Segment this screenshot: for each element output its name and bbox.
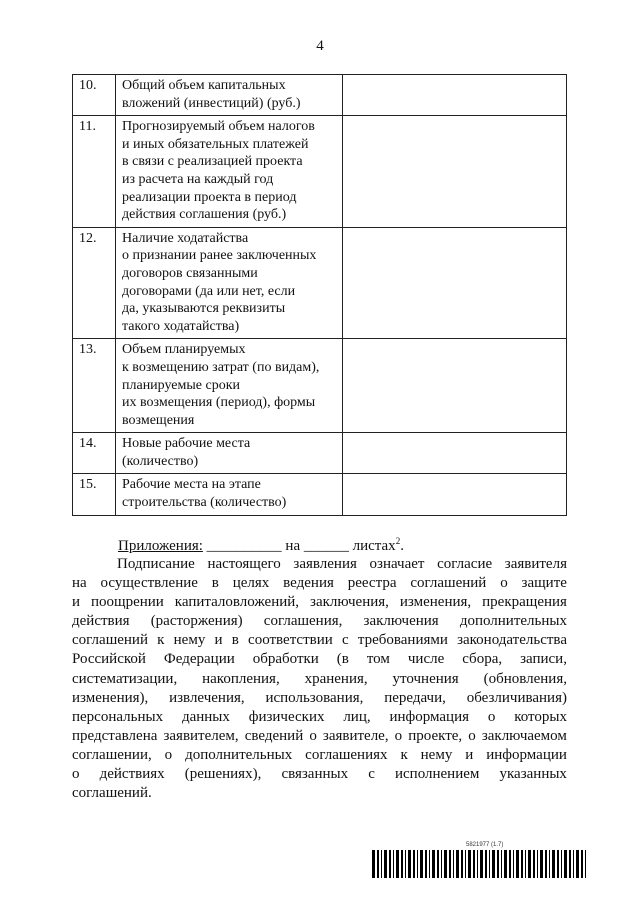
consent-word: нему — [420, 746, 453, 763]
row-number: 10. — [73, 75, 116, 116]
consent-word: нему — [173, 632, 206, 649]
row-value-cell[interactable] — [343, 75, 567, 116]
consent-word: о — [487, 708, 496, 725]
consent-word: физических — [248, 708, 325, 725]
consent-word: соглашений — [410, 575, 487, 592]
consent-line — [72, 784, 567, 803]
table-row — [73, 116, 567, 228]
row-label-line: договорами (да или нет, если — [122, 283, 296, 299]
row-label-line: к возмещению затрат (по видам), — [122, 359, 320, 375]
consent-word: действиях — [99, 766, 165, 783]
row-label — [116, 433, 343, 474]
consent-line — [72, 689, 567, 708]
row-label — [116, 75, 343, 116]
consent-word: ведения — [283, 575, 334, 592]
consent-word: на — [72, 575, 87, 592]
consent-word: Российской — [72, 651, 146, 668]
row-number: 12. — [73, 227, 116, 339]
row-label-line: планируемые сроки — [122, 377, 241, 393]
consent-word: соглашения, — [263, 613, 343, 630]
row-label-line: и иных обязательных платежей — [122, 136, 309, 152]
row-label-line: о признании ранее заключенных — [122, 248, 317, 264]
row-label-line: в связи с реализацией проекта — [122, 154, 303, 170]
consent-word: о — [500, 575, 508, 592]
consent-word: накопления, — [202, 670, 280, 687]
consent-word: целях — [232, 575, 270, 592]
row-label-line: реализации проекта в период — [122, 189, 297, 205]
row-number: 15. — [73, 474, 116, 515]
row-label-line: Рабочие места на этапе — [122, 477, 261, 493]
consent-word: представлена — [72, 727, 158, 744]
consent-word: Федерации — [163, 651, 235, 668]
consent-word: о — [164, 746, 173, 763]
consent-word: заключения, — [310, 594, 389, 611]
consent-line — [72, 631, 567, 650]
attachments-on: на — [285, 538, 301, 554]
row-label-line: строительства (количество) — [122, 495, 287, 511]
row-value-cell[interactable] — [343, 116, 567, 228]
row-number: 11. — [73, 116, 116, 228]
attachments-blank-sheets: ______ — [303, 538, 349, 554]
consent-line — [72, 708, 567, 727]
attachments-blank-count: __________ — [206, 538, 282, 554]
consent-word: поощрении — [91, 594, 164, 611]
consent-word: к — [400, 746, 408, 763]
table-row — [73, 227, 567, 339]
consent-word: и — [214, 632, 223, 649]
consent-word: систематизации, — [72, 670, 178, 687]
consent-line — [72, 727, 567, 746]
row-label-line: вложений (инвестиций) (руб.) — [122, 95, 301, 111]
consent-word: сведений — [244, 727, 304, 744]
consent-word: соглашений — [72, 632, 148, 649]
row-number: 14. — [73, 433, 116, 474]
consent-word: (обновления, — [483, 670, 567, 687]
row-label-line: действия соглашения (руб.) — [122, 207, 287, 223]
row-label-line: договоров связанными — [122, 265, 258, 281]
consent-word: персональных — [72, 708, 164, 725]
consent-word: которых — [514, 708, 567, 725]
row-label-line: да, указываются реквизиты — [122, 301, 286, 317]
consent-word: заключения — [363, 613, 439, 630]
consent-word: указанных — [499, 766, 567, 783]
consent-word: сбора, — [462, 651, 503, 668]
consent-word: заявления — [293, 556, 357, 572]
row-label-line: Наличие ходатайства — [122, 230, 249, 246]
consent-word: (в — [336, 651, 349, 668]
consent-word: с — [368, 766, 375, 783]
consent-word: в — [231, 632, 239, 649]
consent-word: с — [341, 632, 349, 649]
consent-word: записи, — [520, 651, 567, 668]
consent-word: хранения, — [304, 670, 368, 687]
consent-word: настоящего — [207, 556, 281, 572]
consent-word: уточнения — [392, 670, 459, 687]
row-label-line: Новые рабочие места — [122, 436, 251, 452]
consent-line — [72, 612, 567, 631]
consent-word: дополнительных — [185, 746, 293, 763]
row-label-line: Объем планируемых — [122, 342, 246, 358]
barcode-caption: 5821977 (1.7) — [466, 842, 504, 848]
row-label-line: Прогнозируемый объем налогов — [122, 119, 315, 135]
consent-word: о — [72, 766, 80, 783]
row-label-line: (количество) — [122, 453, 199, 469]
row-label-line: их возмещения (период), формы — [122, 395, 316, 411]
consent-word: извлечения, — [169, 689, 245, 706]
consent-word: Подписание — [117, 556, 195, 572]
consent-word: и — [72, 594, 81, 611]
consent-word: заявителя — [504, 556, 567, 572]
consent-word: соглашений. — [72, 785, 152, 802]
row-label-line: из расчета на каждый год — [122, 171, 274, 187]
consent-word: обезличивания) — [466, 689, 567, 706]
consent-paragraph — [72, 555, 567, 803]
row-label — [116, 474, 343, 515]
consent-word: означает — [369, 556, 425, 572]
consent-word: соглашениях — [305, 746, 388, 763]
row-label — [116, 227, 343, 339]
application-form-table — [72, 74, 567, 516]
consent-line — [72, 650, 567, 669]
attachments-period: . — [400, 538, 404, 554]
attachments-label: Приложения: — [118, 538, 203, 554]
consent-word: исполнением — [395, 766, 480, 783]
barcode-icon — [372, 850, 590, 878]
consent-word: том — [366, 651, 390, 668]
consent-word: проекте, — [408, 727, 463, 744]
consent-word: числе — [407, 651, 445, 668]
consent-word: в — [211, 575, 219, 592]
consent-line — [72, 746, 567, 765]
consent-word: о — [309, 727, 317, 744]
consent-word: передачи, — [384, 689, 446, 706]
consent-word: (решениях), — [184, 766, 262, 783]
consent-word: осуществление — [100, 575, 198, 592]
attachments-sheets: листах — [352, 538, 396, 554]
footnote-marker: 2 — [395, 536, 401, 546]
table-row — [73, 433, 567, 474]
consent-word: заявителем, — [163, 727, 239, 744]
row-label-line: возмещения — [122, 412, 195, 428]
consent-word: заключаемом — [481, 727, 567, 744]
consent-word: соответствии — [248, 632, 333, 649]
row-number: 13. — [73, 339, 116, 433]
consent-word: капиталовложений, — [174, 594, 300, 611]
consent-word: (расторжения) — [150, 613, 243, 630]
row-value-cell[interactable] — [343, 474, 567, 515]
consent-word: реестра — [347, 575, 397, 592]
consent-word: о — [468, 727, 476, 744]
consent-word: данных — [181, 708, 230, 725]
row-label — [116, 116, 343, 228]
consent-line — [72, 670, 567, 689]
consent-word: соглашении, — [72, 746, 152, 763]
table-row — [73, 474, 567, 515]
consent-word: и — [465, 746, 474, 763]
consent-word: заявителе, — [322, 727, 389, 744]
consent-word: защите — [521, 575, 567, 592]
consent-word: информации — [486, 746, 567, 763]
consent-word: изменения), — [72, 689, 149, 706]
consent-word: изменения, — [399, 594, 472, 611]
consent-word: лиц, — [343, 708, 371, 725]
row-value-cell[interactable] — [343, 227, 567, 339]
consent-word: законодательства — [457, 632, 567, 649]
table-row — [73, 75, 567, 116]
row-label-line: такого ходатайства) — [122, 318, 240, 334]
row-label — [116, 339, 343, 433]
consent-word: прекращения — [482, 594, 567, 611]
consent-line — [72, 574, 567, 593]
consent-word: дополнительных — [459, 613, 567, 630]
consent-line — [72, 765, 567, 784]
consent-word: обработки — [252, 651, 319, 668]
table-row — [73, 339, 567, 433]
row-value-cell[interactable] — [343, 339, 567, 433]
consent-word: информация — [389, 708, 470, 725]
row-value-cell[interactable] — [343, 433, 567, 474]
consent-word: к — [157, 632, 165, 649]
attachments-line — [118, 536, 404, 556]
consent-word: связанных — [281, 766, 349, 783]
consent-line — [72, 593, 567, 612]
consent-word: использования, — [265, 689, 364, 706]
consent-word: требованиями — [357, 632, 448, 649]
consent-word: согласие — [437, 556, 493, 572]
consent-line — [72, 555, 567, 574]
consent-word: о — [394, 727, 403, 744]
row-label-line: Общий объем капитальных — [122, 78, 286, 93]
page-number: 4 — [316, 38, 324, 54]
consent-word: действия — [72, 613, 130, 630]
